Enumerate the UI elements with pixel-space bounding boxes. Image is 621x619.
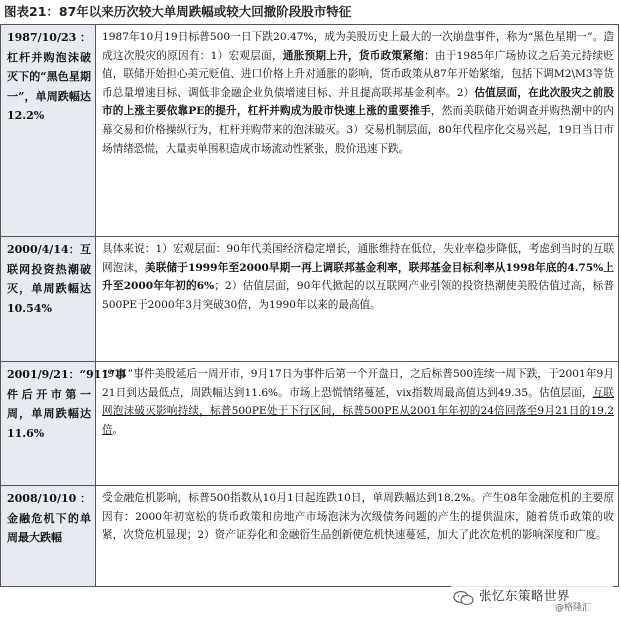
watermark-name: 张忆东策略世界 <box>479 588 571 603</box>
watermark <box>451 585 613 613</box>
text-run: 。 <box>112 423 124 436</box>
text-run: “911”事件美股延后一周开市，9月17日为事件后第一个开盘日，之后标普500连续一周下跌，于2001年9月21日到达最低点，周跌幅达到11.6%。市场上恐慌情绪蔓延，vix指数周最高值达到49.35。估值层面， <box>102 368 614 399</box>
row-description <box>96 362 619 486</box>
table-row <box>1 362 619 486</box>
underlined-text: 互联网泡沫破灭影响持续，标普500PE处于下行区间，标普500PE从2001年年初的24倍回落至9月21日的19.2倍 <box>102 386 615 436</box>
text-run: 受金融危机影响，标普500指数从10月1日起连跌10日，单周跌幅达到18.2%。产生08年金融危机的主要原因有：2000年初宽松的货币政策和房地产市场泡沫为次级债务问题的产生的提供温床，随着货币政策的收紧，次贷危机显现；2）资产证券化和金融衍生品创新使危机快速蔓延，加大了此次危机的影响深度和广度。 <box>102 492 614 542</box>
row-description <box>96 486 619 587</box>
table-row <box>1 25 619 237</box>
row-label: 2008/10/10：金融危机下的单周最大跌幅 <box>1 486 96 587</box>
text-run: ；2）估值层面，90年代掀起的以互联网产业引领的投资热潮使美股估值过高，标普500PE于2000年3月突破30倍，为1990年以来的最高值。 <box>102 280 615 311</box>
bold-text: 美联储于1999年至2000早期一再上调联邦基金利率，联邦基金目标利率从1998年底的4.75%上升至2000年年初的6% <box>102 261 615 293</box>
figure-title: 图表21：87年以来历次较大单周跌幅或较大回撤阶段股市特征 <box>4 4 352 19</box>
stock-crash-table <box>0 24 619 587</box>
text-run: ：由于1985年广场协议之后美元持续贬值，联储开始担心美元贬值、进口价格上升对通胀的影响，货币政策从87年开始紧缩，包括下调M2\M3等货币总量增速目标、调低非金融企业负债增速目标、并且提高联邦基金利率。2） <box>102 49 614 99</box>
bold-text: 通胀预期上升，货币政策紧缩 <box>282 49 425 62</box>
text-run: 1987年10月19日标普500一日下跌20.47%，成为美股历史上最大的一次崩盘事件，称为“黑色星期一”。造成这次股灾的原因有：1）宏观层面， <box>102 31 614 62</box>
text-run: ，然而美联储开始调查并购热潮中的内幕交易和价格操纵行为，杠杆并购带来的泡沫破灭。3）交易机制层面，80年代程序化交易兴起，19日当日市场情绪恐慌，大量卖单围积造成市场流动性紧张，股价迅速下跌。 <box>102 105 615 155</box>
table-row <box>1 486 619 587</box>
row-label: 2000/4/14：互联网投资热潮破灭，单周跌幅达10.54% <box>1 237 96 362</box>
row-label: 1987/10/23：杠杆并购泡沫破灭下的“黑色星期一”，单周跌幅达12.2% <box>1 25 96 237</box>
row-description <box>96 237 619 362</box>
text-run: 具体来说：1）宏观层面：90年代美国经济稳定增长，通胀维持在低位，失业率稳步降低，考虑到当时的互联网泡沫， <box>102 243 614 274</box>
row-description <box>96 25 619 237</box>
bold-text: 估值层面，在此次股灾之前股市的上涨主要依靠PE的提升，杠杆并购成为股市快速上涨的重要推手 <box>102 86 614 118</box>
table-row <box>1 237 619 362</box>
watermark-source: @格隆汇 <box>555 603 592 613</box>
wechat-icon <box>453 590 475 606</box>
row-label: 2001/9/21：“911”事件后开市第一周，单周跌幅达11.6% <box>1 362 96 486</box>
